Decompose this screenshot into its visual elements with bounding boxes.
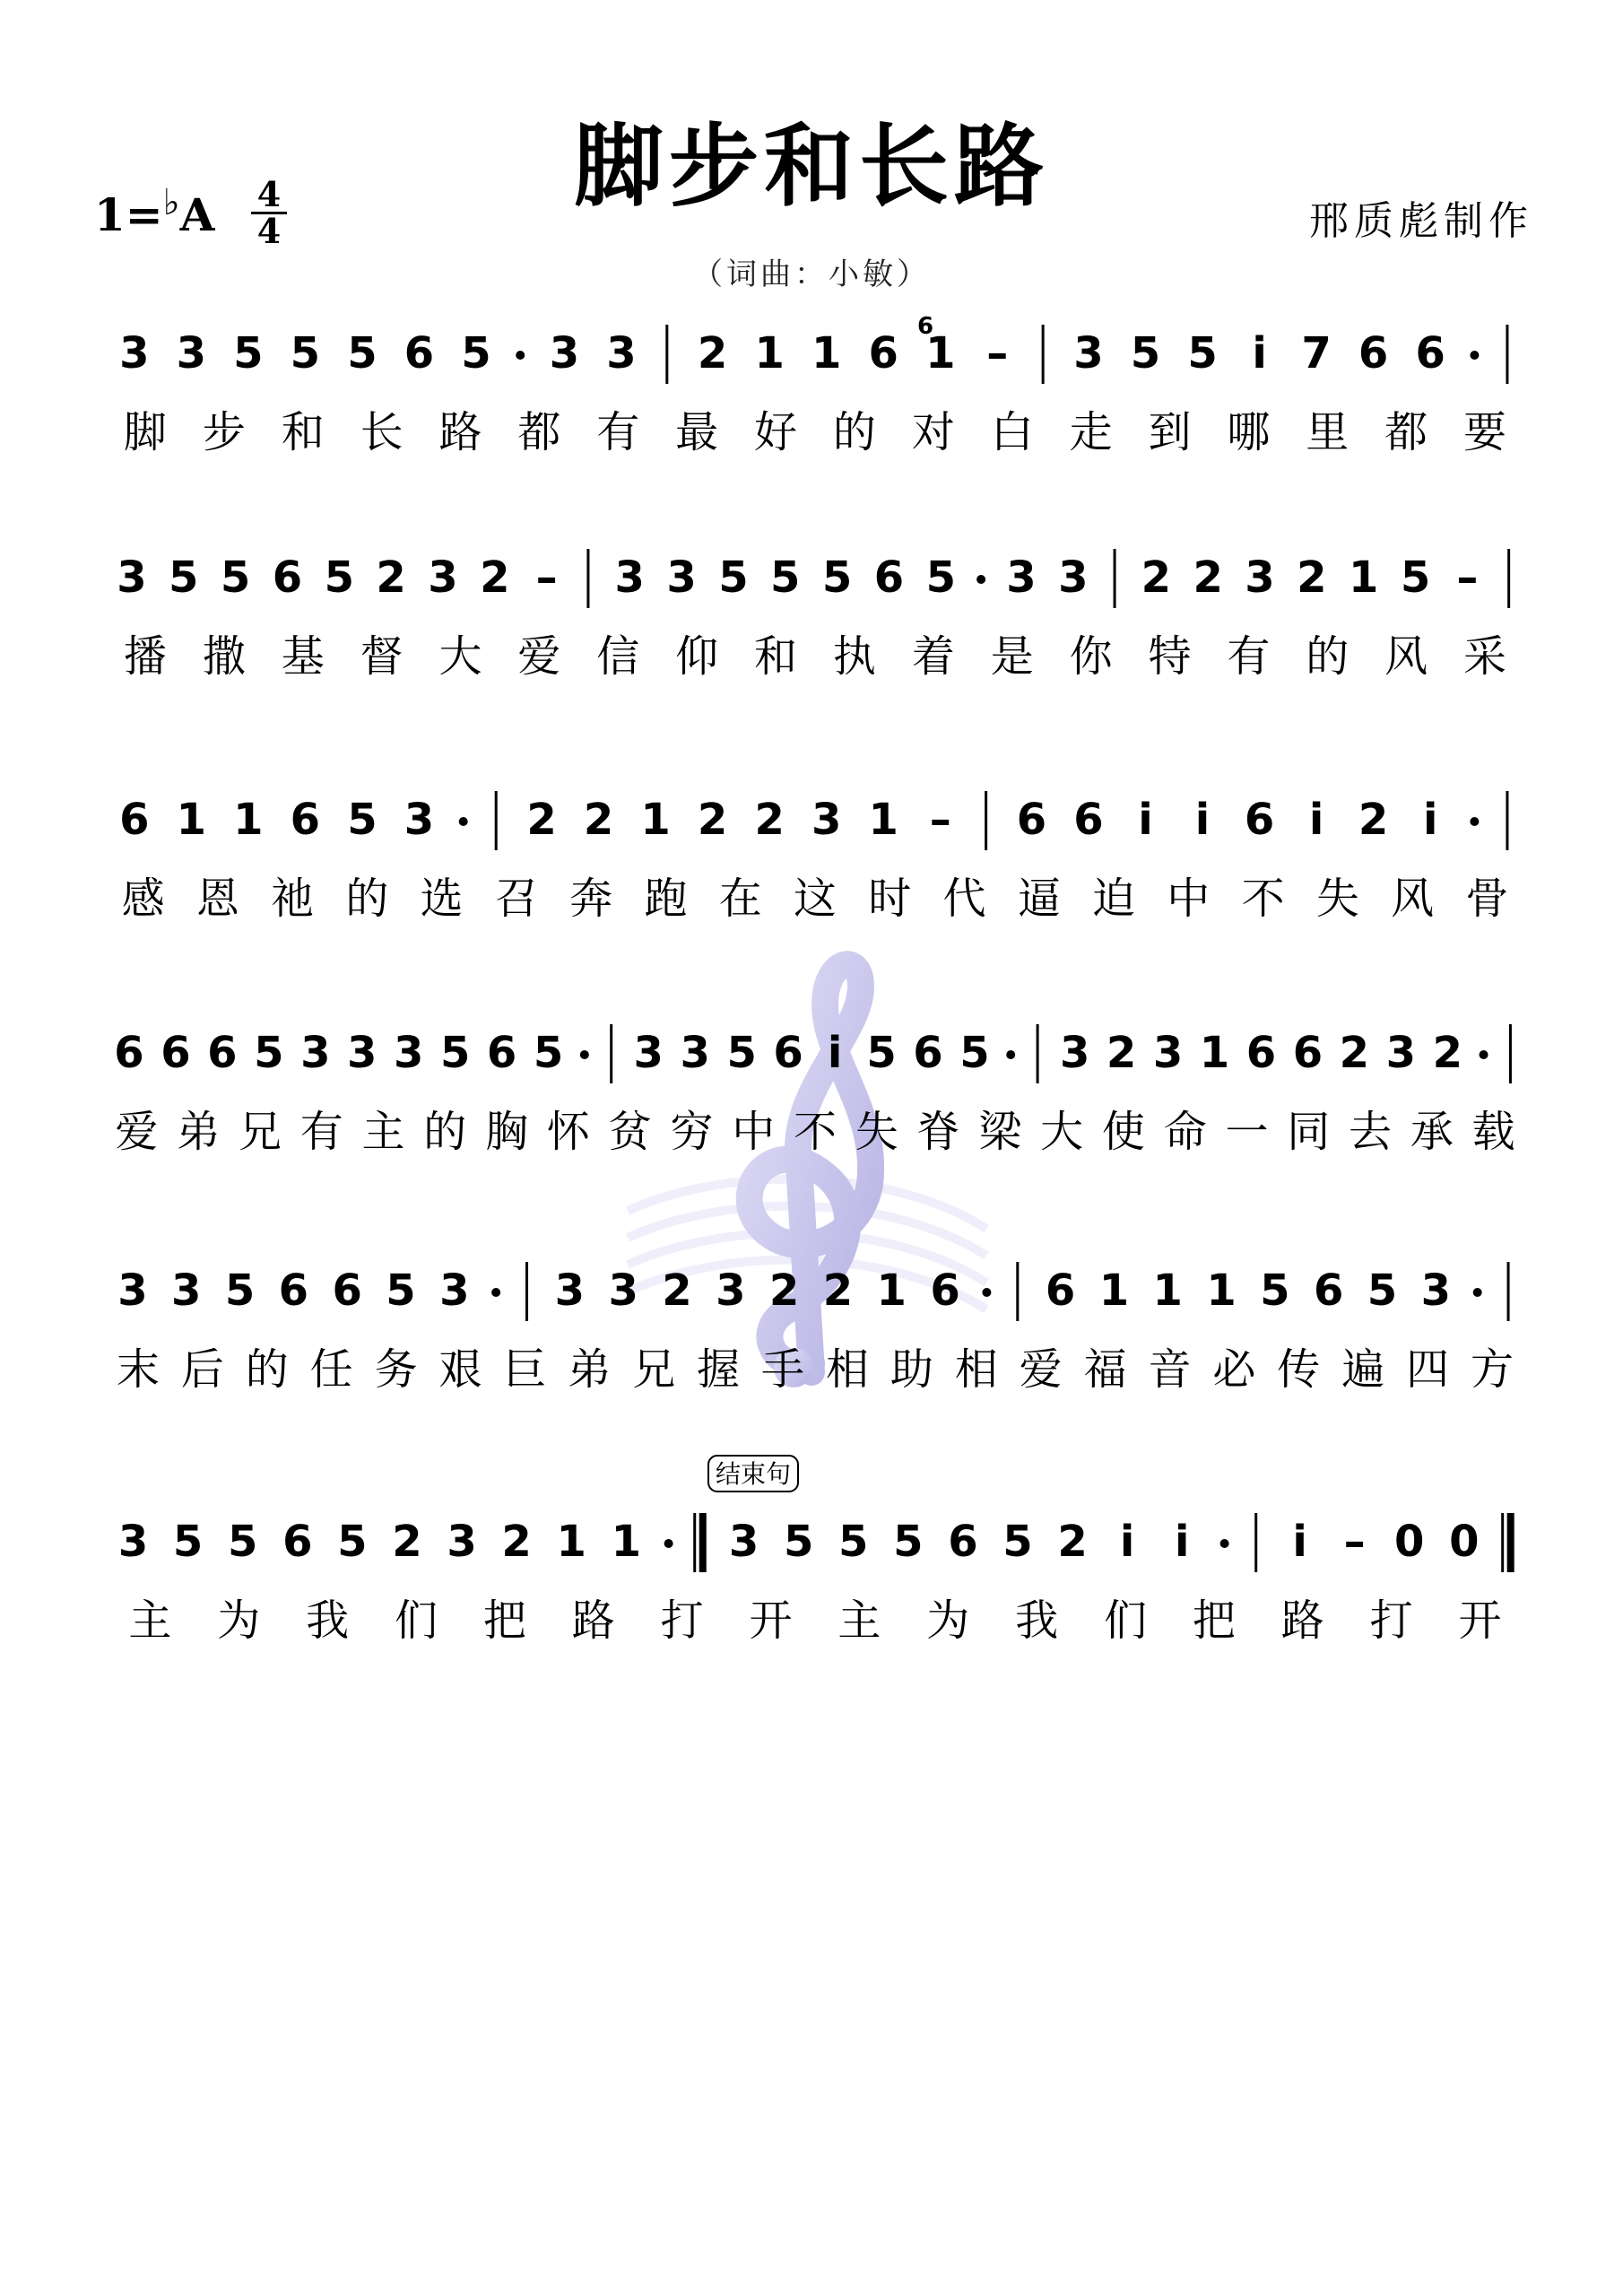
jianpu-note: 3 — [176, 328, 207, 378]
jianpu-note: 1 — [233, 795, 264, 845]
jianpu-note: 5 — [1002, 1517, 1033, 1567]
jianpu-note: 3 — [680, 1028, 710, 1078]
jianpu-note: i — [1422, 795, 1438, 845]
lyric-character: 巨 — [503, 1344, 547, 1395]
jianpu-note: 1 — [868, 795, 898, 845]
jianpu-note: 2 — [697, 328, 728, 378]
jianpu-note: 1 — [1199, 1028, 1230, 1078]
jianpu-note: 6 — [1358, 328, 1389, 378]
lyric-character: 方 — [1471, 1344, 1515, 1395]
jianpu-note: i — [1252, 328, 1267, 378]
jianpu-note: 3 — [1059, 1028, 1090, 1078]
lyrics-music-credit: （词曲：小敏） — [692, 257, 931, 292]
jianpu-note: 5 — [227, 1517, 258, 1567]
jianpu-note: 3 — [633, 1028, 664, 1078]
lyric-character: 打 — [660, 1596, 704, 1646]
jianpu-note: 3 — [447, 1517, 477, 1567]
jianpu-note: 5 — [324, 552, 354, 603]
jianpu-note: 5 — [893, 1517, 924, 1567]
jianpu-note: 3 — [1245, 552, 1275, 603]
jianpu-note: 2 — [697, 795, 728, 845]
jianpu-note: 3 — [1420, 1265, 1452, 1316]
lyric-character: 相 — [954, 1344, 998, 1395]
jianpu-note: 3 — [171, 1265, 202, 1316]
lyric-character: 骨 — [1465, 874, 1509, 924]
lyric-character: 为 — [217, 1596, 261, 1646]
lyric-character: 基 — [281, 631, 325, 682]
lyric-character: 开 — [749, 1596, 793, 1646]
lyric-character: 们 — [1104, 1596, 1148, 1646]
lyric-character: 助 — [890, 1344, 933, 1395]
lyric-character: 中 — [732, 1107, 776, 1157]
grace-note: 6 — [916, 313, 934, 340]
lyric-character: 艰 — [438, 1344, 482, 1395]
song-title: 脚步和长路 — [574, 113, 1049, 219]
augmentation-dot — [1480, 1050, 1488, 1059]
jianpu-note: 5 — [718, 552, 749, 603]
lyric-character: 同 — [1287, 1107, 1331, 1157]
lyric-character: 握 — [697, 1344, 741, 1395]
lyric-character: 都 — [1384, 407, 1428, 457]
lyric-character: 跑 — [644, 874, 688, 924]
jianpu-note: 5 — [1130, 328, 1161, 378]
jianpu-note: 6 — [486, 1028, 517, 1078]
jianpu-note: – — [929, 795, 951, 845]
lyric-character: 贫 — [608, 1107, 652, 1157]
lyric-character: 奔 — [569, 874, 613, 924]
lyric-character: 兄 — [238, 1107, 282, 1157]
lyric-character: 打 — [1369, 1596, 1413, 1646]
lyric-character: 选 — [420, 874, 464, 924]
jianpu-note: 3 — [608, 1265, 638, 1316]
lyric-character: 脊 — [916, 1107, 960, 1157]
lyric-character: 主 — [128, 1596, 172, 1646]
lyric-character: 主 — [361, 1107, 405, 1157]
jianpu-note: 2 — [501, 1517, 532, 1567]
augmentation-dot — [580, 1050, 589, 1059]
lyric-character: 执 — [832, 631, 876, 682]
jianpu-note: 5 — [169, 552, 199, 603]
augmentation-dot — [1006, 1050, 1015, 1059]
jianpu-note: 6 — [773, 1028, 803, 1078]
lyric-character: 承 — [1410, 1107, 1454, 1157]
lyric-character: 脚 — [123, 407, 167, 457]
jianpu-note: 6 — [873, 552, 905, 603]
jianpu-note: 5 — [172, 1517, 204, 1567]
jianpu-note: 2 — [1193, 552, 1223, 603]
jianpu-note: 6 — [913, 1028, 943, 1078]
lyric-character: 恩 — [195, 874, 239, 924]
jianpu-note: 3 — [812, 795, 842, 845]
lyric-character: 失 — [1315, 874, 1359, 924]
jianpu-note: 2 — [768, 1265, 800, 1316]
jianpu-note: 5 — [233, 328, 264, 378]
lyric-character: 梁 — [978, 1107, 1022, 1157]
jianpu-note: 0 — [1394, 1517, 1425, 1567]
lyric-character: 召 — [494, 874, 538, 924]
jianpu-note: 5 — [337, 1517, 368, 1567]
jianpu-note: 6 — [1244, 795, 1275, 845]
jianpu-note: 3 — [549, 328, 580, 378]
jianpu-note: 3 — [1058, 552, 1089, 603]
lyric-character: 有 — [1227, 631, 1271, 682]
lyric-character: 我 — [1015, 1596, 1059, 1646]
lyric-character: 风 — [1384, 631, 1428, 682]
lyric-character: 到 — [1148, 407, 1192, 457]
jianpu-note: i — [1194, 795, 1211, 845]
jianpu-note: 6 — [930, 1265, 960, 1316]
lyric-character: 最 — [675, 407, 719, 457]
jianpu-note: 5 — [254, 1028, 284, 1078]
jianpu-note: 3 — [439, 1265, 470, 1316]
lyric-character: 命 — [1163, 1107, 1207, 1157]
jianpu-note: 6 — [1292, 1028, 1324, 1078]
lyric-character: 爱 — [517, 631, 561, 682]
jianpu-note: 1 — [611, 1517, 641, 1567]
lyric-character: 务 — [374, 1344, 418, 1395]
lyric-character: 怀 — [546, 1107, 590, 1157]
lyric-character: 大 — [1040, 1107, 1084, 1157]
lyric-character: 步 — [202, 407, 246, 457]
lyric-character: 胸 — [485, 1107, 529, 1157]
lyric-character: 音 — [1148, 1344, 1192, 1395]
jianpu-note: i — [827, 1028, 843, 1078]
lyric-character: 对 — [911, 407, 955, 457]
lyric-character: 时 — [868, 874, 912, 924]
jianpu-note: 2 — [583, 795, 614, 845]
flat-symbol: ♭ — [162, 182, 180, 223]
jianpu-note: 3 — [393, 1028, 424, 1078]
jianpu-note: 3 — [119, 328, 150, 378]
jianpu-note: 2 — [392, 1517, 422, 1567]
jianpu-note: 5 — [290, 328, 321, 378]
jianpu-note: 5 — [821, 552, 853, 603]
jianpu-note: i — [1119, 1517, 1135, 1567]
lyric-character: 风 — [1391, 874, 1435, 924]
lyric-character: 这 — [793, 874, 838, 924]
lyric-character: 是 — [990, 631, 1034, 682]
jianpu-note: 6 — [948, 1517, 978, 1567]
lyric-character: 采 — [1463, 631, 1507, 682]
jianpu-note: – — [1343, 1517, 1366, 1567]
augmentation-dot — [1473, 1288, 1482, 1297]
jianpu-note: 5 — [1400, 552, 1431, 603]
lyric-character: 兄 — [632, 1344, 676, 1395]
lyric-character: 好 — [754, 407, 798, 457]
lyric-character: 不 — [793, 1107, 838, 1157]
lyric-character: 必 — [1212, 1344, 1256, 1395]
lyric-character: 末 — [116, 1344, 160, 1395]
jianpu-note: 1 — [812, 328, 842, 378]
lyric-character: 哪 — [1227, 407, 1271, 457]
jianpu-note: 6 — [1016, 795, 1047, 845]
augmentation-dot — [982, 1288, 991, 1297]
jianpu-note: 5 — [838, 1517, 869, 1567]
lyric-character: 使 — [1101, 1107, 1145, 1157]
jianpu-note: 2 — [662, 1265, 692, 1316]
jianpu-note: 6 — [1073, 795, 1104, 845]
jianpu-note: 3 — [606, 328, 637, 378]
lyric-character: 祂 — [271, 874, 315, 924]
lyric-character: 载 — [1471, 1107, 1515, 1157]
jianpu-note: 5 — [1367, 1265, 1398, 1316]
lyric-character: 中 — [1167, 874, 1211, 924]
jianpu-note: 6 — [114, 1028, 144, 1078]
jianpu-note: 6 — [1245, 1028, 1277, 1078]
jianpu-note: 3 — [1073, 328, 1104, 378]
jianpu-note: 5 — [461, 328, 491, 378]
jianpu-note: 2 — [1106, 1028, 1137, 1078]
jianpu-note: i — [1292, 1517, 1307, 1567]
jianpu-note: 7 — [1301, 328, 1332, 378]
jianpu-note: 6 — [1045, 1265, 1076, 1316]
lyric-character: 弟 — [177, 1107, 221, 1157]
jianpu-note: 3 — [1385, 1028, 1417, 1078]
jianpu-note: 1 — [1348, 552, 1379, 603]
lyric-character: 的 — [1306, 631, 1350, 682]
jianpu-note: 0 — [1449, 1517, 1480, 1567]
key-prefix: 1= — [94, 188, 163, 241]
lyric-character: 穷 — [670, 1107, 714, 1157]
jianpu-note: 3 — [666, 552, 697, 603]
lyric-character: 都 — [517, 407, 561, 457]
jianpu-note: 5 — [925, 552, 956, 603]
jianpu-note: 2 — [1339, 1028, 1370, 1078]
time-signature-bottom: 4 — [256, 211, 282, 251]
jianpu-note: 6 — [290, 795, 321, 845]
lyric-character: 我 — [306, 1596, 350, 1646]
jianpu-note: 5 — [386, 1265, 416, 1316]
lyric-character: 播 — [123, 631, 167, 682]
lyric-character: 不 — [1241, 874, 1285, 924]
augmentation-dot — [976, 575, 985, 584]
jianpu-note: i — [1175, 1517, 1190, 1567]
jianpu-note: 3 — [428, 552, 458, 603]
jianpu-note: 2 — [1358, 795, 1389, 845]
jianpu-note: 3 — [728, 1517, 759, 1567]
jianpu-note: i — [1308, 795, 1324, 845]
lyric-character: 路 — [1280, 1596, 1324, 1646]
lyric-character: 有 — [596, 407, 640, 457]
lyric-character: 遍 — [1341, 1344, 1385, 1395]
lyric-character: 一 — [1225, 1107, 1269, 1157]
lyric-character: 为 — [926, 1596, 970, 1646]
jianpu-note: 5 — [533, 1028, 564, 1078]
jianpu-note: 3 — [347, 1028, 378, 1078]
augmentation-dot — [491, 1288, 500, 1297]
arranger-credit: 邢质彪制作 — [1309, 198, 1533, 244]
augmentation-dot — [664, 1539, 673, 1548]
jianpu-note: 5 — [726, 1028, 757, 1078]
jianpu-note: 5 — [783, 1517, 814, 1567]
lyric-character: 传 — [1277, 1344, 1321, 1395]
lyric-character: 后 — [180, 1344, 224, 1395]
jianpu-note: 6 — [278, 1265, 309, 1316]
lyric-character: 特 — [1148, 631, 1192, 682]
lyric-character: 去 — [1349, 1107, 1393, 1157]
lyric-character: 白 — [990, 407, 1034, 457]
jianpu-note: 1 — [640, 795, 671, 845]
lyric-character: 着 — [911, 631, 955, 682]
lyric-character: 里 — [1306, 407, 1350, 457]
jianpu-note: 6 — [119, 795, 150, 845]
jianpu-note: i — [1138, 795, 1153, 845]
lyric-character: 信 — [596, 631, 640, 682]
lyric-character: 督 — [360, 631, 404, 682]
lyric-character: 长 — [360, 407, 404, 457]
jianpu-note: 5 — [866, 1028, 897, 1078]
jianpu-note: 1 — [1206, 1265, 1237, 1316]
lyric-character: 把 — [482, 1596, 526, 1646]
lyric-character: 的 — [832, 407, 876, 457]
augmentation-dot — [1470, 351, 1479, 360]
jianpu-note: 6 — [332, 1265, 362, 1316]
key-note: A — [179, 188, 215, 241]
jianpu-note: 6 — [207, 1028, 238, 1078]
lyric-character: 路 — [571, 1596, 615, 1646]
augmentation-dot — [1470, 817, 1479, 826]
jianpu-note: 2 — [1141, 552, 1172, 603]
jianpu-note: 5 — [224, 1265, 256, 1316]
jianpu-note: 2 — [1057, 1517, 1088, 1567]
lyric-character: 感 — [121, 874, 165, 924]
lyric-character: 的 — [423, 1107, 467, 1157]
lyric-character: 相 — [825, 1344, 869, 1395]
jianpu-note: 3 — [300, 1028, 331, 1078]
lyric-character: 有 — [299, 1107, 343, 1157]
lyric-character: 你 — [1069, 631, 1113, 682]
jianpu-note: 5 — [439, 1028, 471, 1078]
lyric-character: 代 — [942, 874, 986, 924]
lyric-character: 主 — [838, 1596, 881, 1646]
jianpu-note: 5 — [347, 795, 378, 845]
jianpu-note: 5 — [959, 1028, 990, 1078]
lyric-character: 要 — [1463, 407, 1507, 457]
jianpu-note: 5 — [1187, 328, 1218, 378]
jianpu-note: 1 — [876, 1265, 907, 1316]
jianpu-note: 6 — [1415, 328, 1445, 378]
jianpu-note: 3 — [1152, 1028, 1184, 1078]
jianpu-note: 2 — [1432, 1028, 1462, 1078]
jianpu-note: – — [986, 328, 1009, 378]
lyric-character: 路 — [438, 407, 482, 457]
lyric-character: 在 — [718, 874, 762, 924]
jianpu-note: 1 — [754, 328, 785, 378]
jianpu-note: 5 — [347, 328, 378, 378]
augmentation-dot — [1220, 1539, 1229, 1548]
jianpu-note: 2 — [1297, 552, 1327, 603]
lyric-character: 手 — [761, 1344, 805, 1395]
jianpu-note: 1 — [925, 328, 956, 378]
ending-marker-text: 结束句 — [715, 1459, 792, 1489]
lyric-character: 开 — [1458, 1596, 1502, 1646]
jianpu-note: – — [1456, 552, 1479, 603]
lyric-character: 逼 — [1017, 874, 1061, 924]
lyric-character: 弟 — [568, 1344, 612, 1395]
jianpu-note: 3 — [117, 1265, 148, 1316]
lyric-character: 爱 — [115, 1107, 159, 1157]
lyric-character: 大 — [438, 631, 482, 682]
jianpu-note: 3 — [404, 795, 435, 845]
jianpu-note: 2 — [526, 795, 557, 845]
time-signature-top: 4 — [251, 178, 287, 214]
jianpu-note: 3 — [1006, 552, 1037, 603]
lyric-character: 把 — [1192, 1596, 1236, 1646]
jianpu-note: – — [535, 552, 558, 603]
jianpu-note: 6 — [868, 328, 898, 378]
lyric-character: 福 — [1083, 1344, 1127, 1395]
jianpu-note: 5 — [220, 552, 251, 603]
lyric-character: 四 — [1406, 1344, 1450, 1395]
lyric-character: 撒 — [202, 631, 246, 682]
lyric-character: 仰 — [675, 631, 719, 682]
jianpu-note: 3 — [614, 552, 645, 603]
jianpu-note: 6 — [1313, 1265, 1344, 1316]
jianpu-note: 5 — [770, 552, 801, 603]
augmentation-dot — [459, 817, 468, 826]
jianpu-note: 1 — [1098, 1265, 1130, 1316]
jianpu-note: 6 — [161, 1028, 191, 1078]
lyric-character: 爱 — [1019, 1344, 1063, 1395]
jianpu-note: 2 — [822, 1265, 854, 1316]
jianpu-note: 2 — [480, 552, 510, 603]
lyric-character: 失 — [855, 1107, 898, 1157]
lyric-character: 和 — [281, 407, 325, 457]
lyric-character: 和 — [754, 631, 798, 682]
jianpu-note: 3 — [716, 1265, 746, 1316]
jianpu-note: 1 — [176, 795, 207, 845]
jianpu-note: 5 — [1260, 1265, 1290, 1316]
jianpu-note: 3 — [117, 552, 147, 603]
lyric-character: 走 — [1069, 407, 1113, 457]
jianpu-note: 6 — [404, 328, 435, 378]
jianpu-note: 3 — [117, 1517, 149, 1567]
jianpu-note: 3 — [554, 1265, 586, 1316]
jianpu-note: 6 — [272, 552, 303, 603]
lyric-character: 迫 — [1092, 874, 1136, 924]
lyric-character: 的 — [345, 874, 389, 924]
lyric-character: 任 — [309, 1344, 353, 1395]
jianpu-note: 2 — [754, 795, 785, 845]
lyric-character: 的 — [245, 1344, 289, 1395]
jianpu-note: 6 — [282, 1517, 313, 1567]
jianpu-note: 1 — [1152, 1265, 1183, 1316]
lyric-character: 们 — [395, 1596, 438, 1646]
jianpu-note: 2 — [376, 552, 406, 603]
jianpu-note: 1 — [556, 1517, 586, 1567]
augmentation-dot — [516, 351, 525, 360]
